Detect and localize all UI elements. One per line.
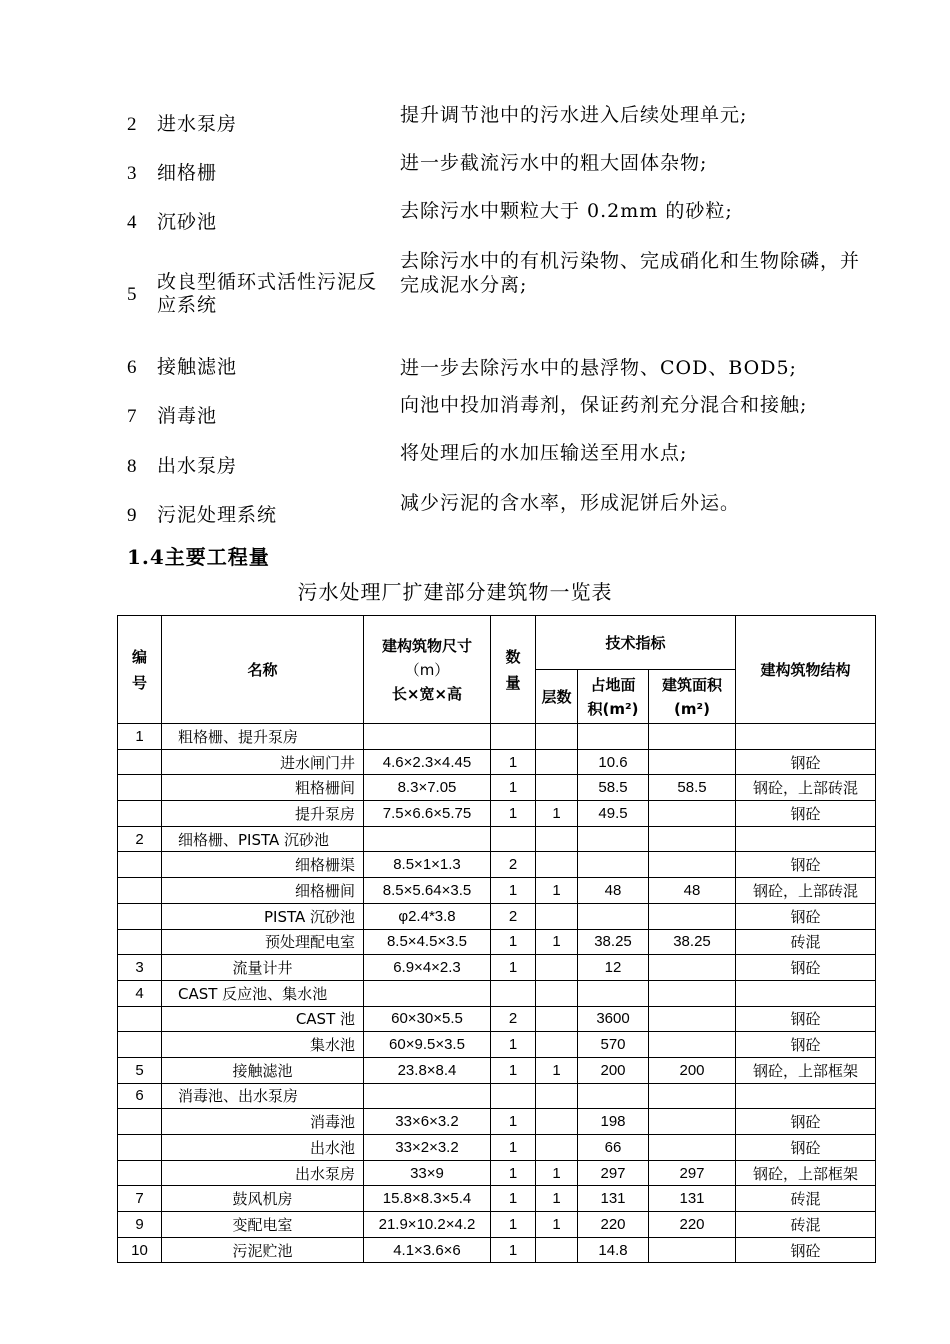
cell-build-area: 58.5 — [649, 775, 736, 801]
cell-empty — [491, 980, 536, 1006]
cell-build-area: 220 — [649, 1212, 736, 1238]
cell-structure: 钢砼 — [736, 1032, 876, 1058]
header-size-line1: 建构筑物尺寸 — [381, 636, 472, 655]
header-size — [364, 616, 491, 724]
table-row — [118, 1212, 876, 1238]
cell-size: 8.5×1×1.3 — [364, 852, 491, 878]
cell-name: 进水闸门井 — [162, 749, 364, 775]
cell-build-area — [649, 749, 736, 775]
cell-empty — [736, 826, 876, 852]
header-land-area: 占地面 积(m²) — [578, 670, 649, 724]
header-floors: 层数 — [536, 670, 578, 724]
cell-name: 集水池 — [162, 1032, 364, 1058]
cell-floors — [536, 1237, 578, 1263]
cell-empty — [578, 1083, 649, 1109]
process-description: 进一步去除污水中的悬浮物、COD、BOD5; — [400, 357, 797, 379]
cell-empty — [536, 826, 578, 852]
cell-land-area: 48 — [578, 878, 649, 904]
cell-size: 7.5×6.6×5.75 — [364, 801, 491, 827]
cell-floors — [536, 955, 578, 981]
cell-qty: 1 — [491, 878, 536, 904]
cell-name: 粗格栅间 — [162, 775, 364, 801]
cell-empty — [578, 826, 649, 852]
cell-structure: 钢砼，上部砖混 — [736, 775, 876, 801]
cell-build-area: 38.25 — [649, 929, 736, 955]
cell-qty: 1 — [491, 1057, 536, 1083]
cell-size: 6.9×4×2.3 — [364, 955, 491, 981]
cell-num — [118, 929, 162, 955]
table-row — [118, 1057, 876, 1083]
process-description: 进一步截流污水中的粗大固体杂物; — [400, 152, 708, 174]
header-size-line2: （m） — [404, 660, 450, 679]
cell-land-area — [578, 903, 649, 929]
cell-name: 鼓风机房 — [162, 1186, 364, 1212]
cell-floors: 1 — [536, 1186, 578, 1212]
cell-land-area: 58.5 — [578, 775, 649, 801]
cell-build-area — [649, 801, 736, 827]
table-body — [118, 724, 876, 1263]
cell-structure: 钢砼，上部框架 — [736, 1160, 876, 1186]
process-number: 2 — [127, 114, 137, 135]
cell-name: 消毒池 — [162, 1109, 364, 1135]
cell-build-area: 200 — [649, 1057, 736, 1083]
table-row — [118, 826, 876, 852]
cell-empty — [578, 980, 649, 1006]
cell-name: 变配电室 — [162, 1212, 364, 1238]
cell-num: 6 — [118, 1083, 162, 1109]
cell-land-area: 200 — [578, 1057, 649, 1083]
cell-size: 8.3×7.05 — [364, 775, 491, 801]
cell-num — [118, 878, 162, 904]
cell-size: 60×9.5×3.5 — [364, 1032, 491, 1058]
cell-structure: 砖混 — [736, 1186, 876, 1212]
table-row — [118, 1237, 876, 1263]
cell-floors: 1 — [536, 801, 578, 827]
cell-land-area: 570 — [578, 1032, 649, 1058]
cell-structure: 钢砼 — [736, 801, 876, 827]
cell-empty — [491, 724, 536, 750]
cell-floors — [536, 903, 578, 929]
cell-empty — [364, 826, 491, 852]
cell-size: 33×2×3.2 — [364, 1135, 491, 1161]
cell-qty: 1 — [491, 1135, 536, 1161]
cell-name: 流量计井 — [162, 955, 364, 981]
cell-empty — [736, 1083, 876, 1109]
cell-structure: 钢砼 — [736, 1135, 876, 1161]
cell-land-area: 131 — [578, 1186, 649, 1212]
header-qty: 数量 — [491, 616, 536, 724]
cell-empty — [364, 1083, 491, 1109]
cell-floors — [536, 749, 578, 775]
table-row — [118, 903, 876, 929]
cell-floors: 1 — [536, 1160, 578, 1186]
cell-num: 4 — [118, 980, 162, 1006]
process-number: 5 — [127, 284, 137, 305]
header-tech: 技术指标 — [536, 616, 736, 670]
cell-size: 8.5×5.64×3.5 — [364, 878, 491, 904]
cell-floors — [536, 775, 578, 801]
cell-num — [118, 801, 162, 827]
cell-floors — [536, 852, 578, 878]
table-row — [118, 1186, 876, 1212]
cell-empty — [491, 1083, 536, 1109]
process-number: 9 — [127, 505, 137, 526]
cell-qty: 1 — [491, 929, 536, 955]
cell-qty: 1 — [491, 1186, 536, 1212]
header-structure: 建构筑物结构 — [736, 616, 876, 724]
cell-land-area: 297 — [578, 1160, 649, 1186]
table-row — [118, 775, 876, 801]
cell-empty — [736, 724, 876, 750]
table-row — [118, 955, 876, 981]
cell-floors — [536, 1006, 578, 1032]
cell-num: 9 — [118, 1212, 162, 1238]
cell-empty — [491, 826, 536, 852]
cell-build-area — [649, 852, 736, 878]
cell-structure: 钢砼 — [736, 1237, 876, 1263]
cell-name: CAST 池 — [162, 1006, 364, 1032]
cell-land-area: 66 — [578, 1135, 649, 1161]
cell-structure: 钢砼 — [736, 955, 876, 981]
cell-structure: 钢砼，上部砖混 — [736, 878, 876, 904]
cell-build-area: 48 — [649, 878, 736, 904]
cell-build-area — [649, 1032, 736, 1058]
cell-size: 33×9 — [364, 1160, 491, 1186]
process-name: 进水泵房 — [157, 113, 238, 135]
cell-land-area: 38.25 — [578, 929, 649, 955]
cell-name: 出水泵房 — [162, 1160, 364, 1186]
cell-size: 21.9×10.2×4.2 — [364, 1212, 491, 1238]
header-num: 编号 — [118, 616, 162, 724]
table-title-text: 污水处理厂扩建部分建筑物一览表 — [297, 580, 613, 604]
cell-build-area: 131 — [649, 1186, 736, 1212]
cell-num — [118, 903, 162, 929]
header-build-area: 建筑面积 (m²) — [649, 670, 736, 724]
cell-empty — [649, 826, 736, 852]
cell-name: 细格栅、PISTA 沉砂池 — [162, 826, 364, 852]
process-name: 污泥处理系统 — [157, 504, 278, 526]
cell-name: 污泥贮池 — [162, 1237, 364, 1263]
cell-qty: 1 — [491, 749, 536, 775]
table-row — [118, 1032, 876, 1058]
cell-land-area: 14.8 — [578, 1237, 649, 1263]
cell-num — [118, 1109, 162, 1135]
cell-qty: 1 — [491, 1160, 536, 1186]
cell-structure: 砖混 — [736, 1212, 876, 1238]
process-name: 接触滤池 — [157, 356, 238, 378]
process-number: 6 — [127, 357, 137, 378]
table-row — [118, 801, 876, 827]
cell-size: 4.6×2.3×4.45 — [364, 749, 491, 775]
cell-num — [118, 1160, 162, 1186]
cell-empty — [649, 724, 736, 750]
process-description: 将处理后的水加压输送至用水点; — [400, 442, 688, 464]
cell-empty — [364, 980, 491, 1006]
process-description: 去除污水中的有机污染物、完成硝化和生物除磷，并完成泥水分离; — [400, 250, 861, 296]
cell-num — [118, 1006, 162, 1032]
cell-structure: 钢砼 — [736, 903, 876, 929]
process-number: 8 — [127, 456, 137, 477]
process-number: 7 — [127, 406, 137, 427]
cell-size: 8.5×4.5×3.5 — [364, 929, 491, 955]
cell-structure: 钢砼，上部框架 — [736, 1057, 876, 1083]
cell-name: 细格栅间 — [162, 878, 364, 904]
cell-name: 出水池 — [162, 1135, 364, 1161]
cell-build-area — [649, 1237, 736, 1263]
cell-num: 1 — [118, 724, 162, 750]
table-row — [118, 980, 876, 1006]
cell-floors — [536, 1135, 578, 1161]
cell-build-area — [649, 955, 736, 981]
cell-land-area: 12 — [578, 955, 649, 981]
cell-land-area: 10.6 — [578, 749, 649, 775]
cell-land-area: 3600 — [578, 1006, 649, 1032]
table-row — [118, 852, 876, 878]
cell-structure: 钢砼 — [736, 1006, 876, 1032]
cell-size: 4.1×3.6×6 — [364, 1237, 491, 1263]
process-name: 消毒池 — [157, 405, 218, 427]
cell-qty: 1 — [491, 1237, 536, 1263]
cell-floors — [536, 1032, 578, 1058]
cell-num — [118, 852, 162, 878]
cell-structure: 钢砼 — [736, 1109, 876, 1135]
process-name: 出水泵房 — [157, 455, 238, 477]
cell-empty — [649, 1083, 736, 1109]
cell-size: φ2.4*3.8 — [364, 903, 491, 929]
process-name: 沉砂池 — [157, 211, 218, 233]
cell-floors: 1 — [536, 1212, 578, 1238]
cell-name: 接触滤池 — [162, 1057, 364, 1083]
cell-structure: 钢砼 — [736, 852, 876, 878]
process-description: 去除污水中颗粒大于 0.2mm 的砂粒; — [400, 200, 733, 222]
cell-empty — [649, 980, 736, 1006]
cell-build-area — [649, 1006, 736, 1032]
cell-qty: 2 — [491, 1006, 536, 1032]
cell-size: 60×30×5.5 — [364, 1006, 491, 1032]
cell-qty: 2 — [491, 903, 536, 929]
cell-structure: 钢砼 — [736, 749, 876, 775]
cell-build-area — [649, 1109, 736, 1135]
header-name: 名称 — [162, 616, 364, 724]
cell-size: 33×6×3.2 — [364, 1109, 491, 1135]
cell-num: 3 — [118, 955, 162, 981]
cell-qty: 2 — [491, 852, 536, 878]
cell-qty: 1 — [491, 775, 536, 801]
cell-build-area: 297 — [649, 1160, 736, 1186]
table-row — [118, 1160, 876, 1186]
table-title — [0, 576, 950, 605]
cell-num — [118, 775, 162, 801]
process-name: 改良型循环式活性污泥反应系统 — [157, 271, 378, 316]
header-size-line3: 长×宽×高 — [391, 684, 463, 703]
cell-floors: 1 — [536, 878, 578, 904]
cell-name: 细格栅渠 — [162, 852, 364, 878]
cell-floors: 1 — [536, 1057, 578, 1083]
cell-empty — [578, 724, 649, 750]
process-number: 3 — [127, 163, 137, 184]
buildings-table — [117, 615, 876, 1263]
cell-structure: 砖混 — [736, 929, 876, 955]
process-description: 提升调节池中的污水进入后续处理单元; — [400, 104, 748, 126]
cell-name: 提升泵房 — [162, 801, 364, 827]
cell-name: 预处理配电室 — [162, 929, 364, 955]
cell-land-area: 220 — [578, 1212, 649, 1238]
process-number: 4 — [127, 212, 137, 233]
cell-name: 粗格栅、提升泵房 — [162, 724, 364, 750]
cell-qty: 1 — [491, 801, 536, 827]
section-heading: 1.4主要工程量 — [127, 545, 270, 569]
table-row — [118, 1135, 876, 1161]
cell-num: 7 — [118, 1186, 162, 1212]
process-description: 减少污泥的含水率，形成泥饼后外运。 — [400, 492, 741, 514]
table-row — [118, 1109, 876, 1135]
cell-build-area — [649, 1135, 736, 1161]
table-row — [118, 929, 876, 955]
cell-size: 23.8×8.4 — [364, 1057, 491, 1083]
cell-name: 消毒池、出水泵房 — [162, 1083, 364, 1109]
cell-num — [118, 1135, 162, 1161]
cell-num — [118, 749, 162, 775]
table-row — [118, 878, 876, 904]
cell-empty — [364, 724, 491, 750]
cell-qty: 1 — [491, 1212, 536, 1238]
cell-floors — [536, 1109, 578, 1135]
table-row — [118, 724, 876, 750]
cell-size: 15.8×8.3×5.4 — [364, 1186, 491, 1212]
table-row — [118, 1083, 876, 1109]
cell-land-area — [578, 852, 649, 878]
cell-land-area: 198 — [578, 1109, 649, 1135]
process-description: 向池中投加消毒剂，保证药剂充分混合和接触; — [400, 394, 808, 416]
cell-qty: 1 — [491, 955, 536, 981]
cell-empty — [536, 724, 578, 750]
cell-name: CAST 反应池、集水池 — [162, 980, 364, 1006]
table-row — [118, 1006, 876, 1032]
cell-num: 2 — [118, 826, 162, 852]
cell-name: PISTA 沉砂池 — [162, 903, 364, 929]
cell-num: 5 — [118, 1057, 162, 1083]
cell-empty — [536, 980, 578, 1006]
cell-land-area: 49.5 — [578, 801, 649, 827]
cell-empty — [536, 1083, 578, 1109]
cell-qty: 1 — [491, 1032, 536, 1058]
cell-build-area — [649, 903, 736, 929]
process-name: 细格栅 — [157, 162, 218, 184]
cell-num — [118, 1032, 162, 1058]
table-row — [118, 749, 876, 775]
cell-qty: 1 — [491, 1109, 536, 1135]
cell-empty — [736, 980, 876, 1006]
cell-num: 10 — [118, 1237, 162, 1263]
cell-floors: 1 — [536, 929, 578, 955]
